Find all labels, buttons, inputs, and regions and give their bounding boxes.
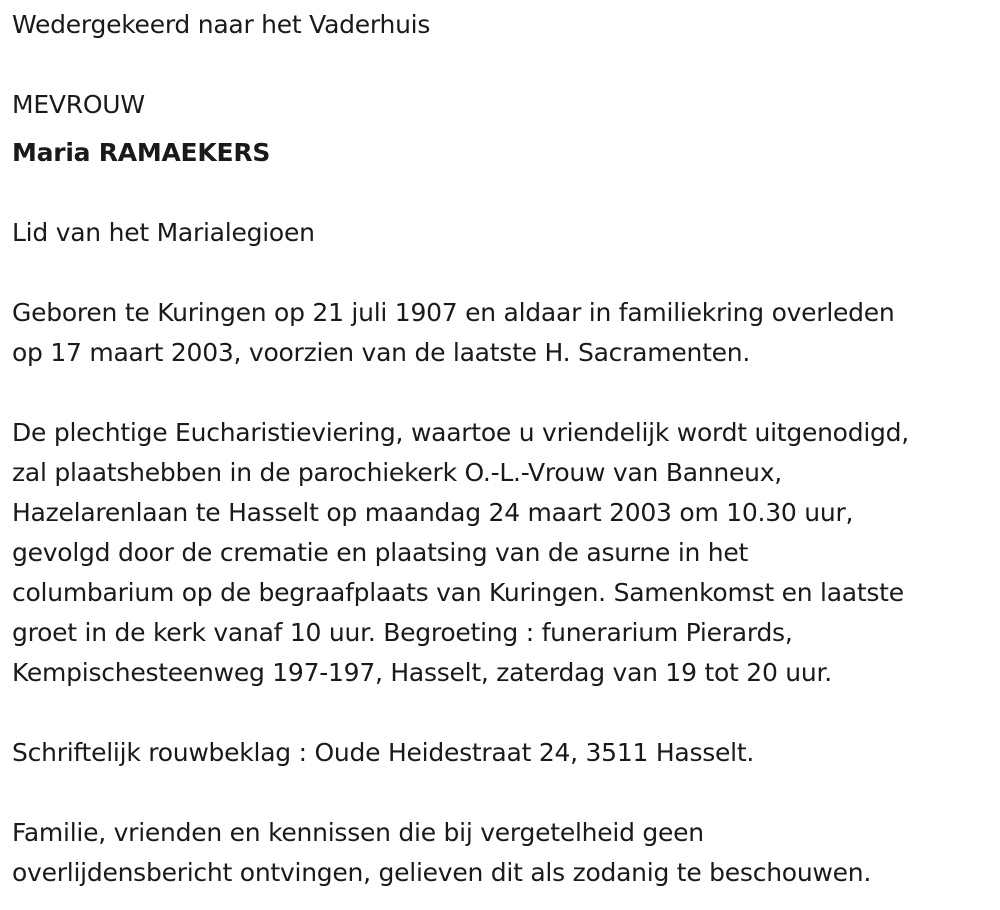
title-prefix: MEVROUW <box>12 90 145 119</box>
paragraph-line: Geboren te Kuringen op 21 juli 1907 en aldaar in familiekring overleden <box>12 298 895 327</box>
paragraph-line: gevolgd door de crematie en plaatsing van de asurne in het <box>12 538 749 567</box>
paragraph-line: groet in de kerk vanaf 10 uur. Begroeting : funerarium Pierards, <box>12 618 793 647</box>
deceased-name: Maria RAMAEKERS <box>12 138 271 167</box>
paragraph-line: op 17 maart 2003, voorzien van de laatste H. Sacramenten. <box>12 338 751 367</box>
paragraph-line: Kempischesteenweg 197-197, Hasselt, zaterdag van 19 tot 20 uur. <box>12 658 832 687</box>
paragraph-line: Hazelarenlaan te Hasselt op maandag 24 maart 2003 om 10.30 uur, <box>12 498 854 527</box>
ceremony-paragraph <box>12 413 909 693</box>
membership-line: Lid van het Marialegioen <box>12 218 315 247</box>
paragraph-line: overlijdensbericht ontvingen, gelieven dit als zodanig te beschouwen. <box>12 858 872 887</box>
paragraph-line: columbarium op de begraafplaats van Kuringen. Samenkomst en laatste <box>12 578 904 607</box>
birth-death-paragraph <box>12 293 895 373</box>
paragraph-line: Familie, vrienden en kennissen die bij vergetelheid geen <box>12 818 704 847</box>
closing-paragraph <box>12 813 871 893</box>
paragraph-line: De plechtige Eucharistieviering, waartoe u vriendelijk wordt uitgenodigd, <box>12 418 909 447</box>
condolence-paragraph <box>12 733 754 773</box>
condolence-line: Schriftelijk rouwbeklag : Oude Heidestraat 24, 3511 Hasselt. <box>12 738 755 767</box>
paragraph-line: zal plaatshebben in de parochiekerk O.-L.-Vrouw van Banneux, <box>12 458 782 487</box>
intro-line: Wedergekeerd naar het Vaderhuis <box>12 10 431 39</box>
